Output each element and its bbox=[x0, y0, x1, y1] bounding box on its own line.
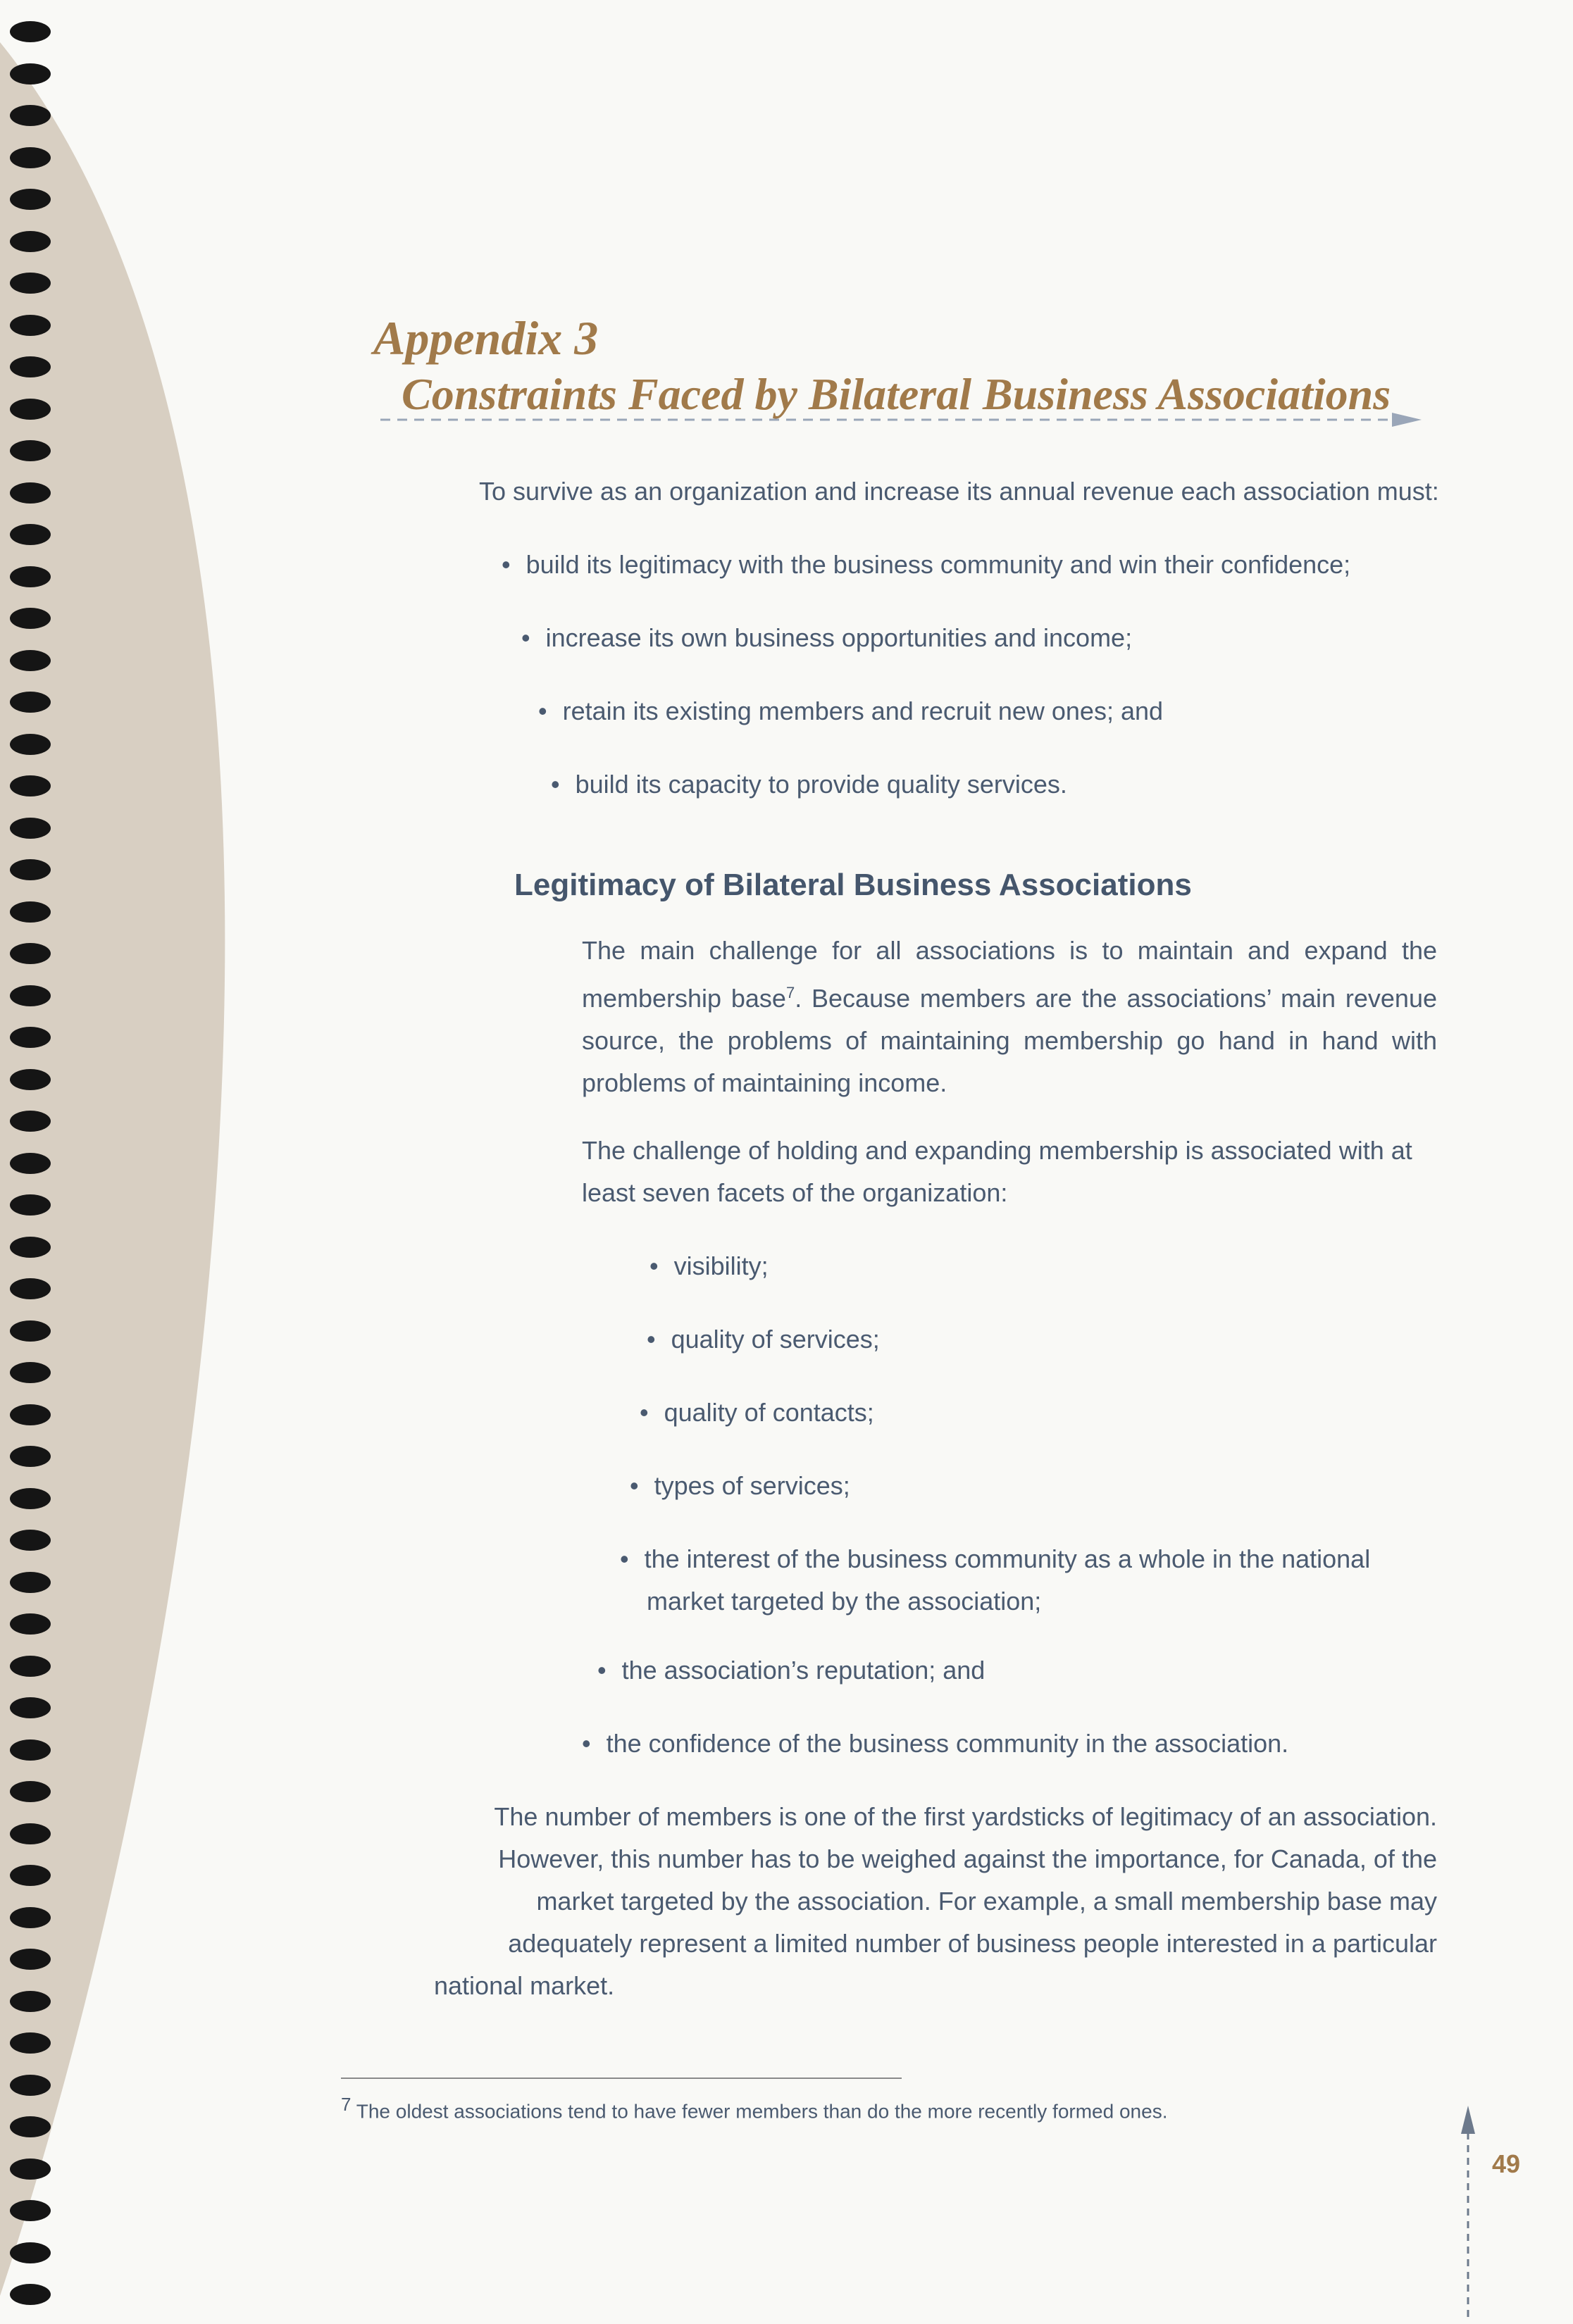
binding-hole bbox=[10, 1656, 51, 1677]
page-number: 49 bbox=[1492, 2149, 1521, 2178]
binding-hole bbox=[10, 231, 51, 252]
facet-item: • the association’s reputation; and bbox=[597, 1649, 985, 1692]
binding-hole bbox=[10, 1153, 51, 1174]
binding-hole bbox=[10, 273, 51, 294]
binding-hole bbox=[10, 1194, 51, 1216]
binding-hole bbox=[10, 985, 51, 1006]
footnote-divider bbox=[341, 2078, 902, 2079]
paragraph-line: national market. bbox=[434, 1971, 615, 2000]
binding-hole bbox=[10, 1530, 51, 1551]
title-dashed-arrow bbox=[380, 408, 1423, 430]
binding-hole bbox=[10, 1991, 51, 2012]
binding-hole bbox=[10, 1949, 51, 1970]
binding-hole bbox=[10, 1613, 51, 1635]
facet-item: • the interest of the business community as a whole in the national market targeted by the association; bbox=[620, 1538, 1450, 1623]
footnote-marker: 7 bbox=[341, 2094, 352, 2115]
intro-item: • build its capacity to provide quality services. bbox=[551, 763, 1067, 806]
binding-hole bbox=[10, 2242, 51, 2263]
binding-hole bbox=[10, 2284, 51, 2305]
binding-hole bbox=[10, 901, 51, 923]
binding-hole bbox=[10, 105, 51, 126]
binding-hole bbox=[10, 21, 51, 42]
footnote-text: The oldest associations tend to have fewer members than do the more recently formed ones. bbox=[356, 2100, 1168, 2123]
facet-item: • types of services; bbox=[630, 1465, 850, 1507]
binding-hole bbox=[10, 440, 51, 461]
facet-item: • quality of contacts; bbox=[640, 1392, 874, 1434]
binding-hole bbox=[10, 189, 51, 210]
paragraph-membership-challenge bbox=[582, 930, 1437, 1104]
binding-hole bbox=[10, 1404, 51, 1425]
section-heading: Legitimacy of Bilateral Business Associations bbox=[514, 868, 1192, 902]
binding-hole bbox=[10, 1865, 51, 1886]
intro-item: • build its legitimacy with the business community and win their confidence; bbox=[502, 544, 1350, 586]
binding-hole bbox=[10, 1278, 51, 1299]
binding-hole bbox=[10, 2032, 51, 2054]
intro-lead: To survive as an organization and increase its annual revenue each association must: bbox=[479, 477, 1439, 506]
paragraph-line: adequately represent a limited number of business people interested in a particular bbox=[508, 1929, 1437, 1958]
binding-hole bbox=[10, 1237, 51, 1258]
binding-hole bbox=[10, 2075, 51, 2096]
binding-hole bbox=[10, 1823, 51, 1844]
binding-hole bbox=[10, 524, 51, 545]
binding-hole bbox=[10, 482, 51, 504]
binding-hole bbox=[10, 356, 51, 377]
binding-hole bbox=[10, 1739, 51, 1761]
paragraph-text: . Because members are the associations’ main revenue source, the problems of maintaining membership go hand in hand with problems of maintaining income. bbox=[582, 984, 1437, 1097]
facet-item: • the confidence of the business community in the association. bbox=[582, 1723, 1288, 1765]
footnote-reference: 7 bbox=[785, 984, 795, 1001]
footnote bbox=[341, 2090, 1167, 2125]
binding-hole bbox=[10, 1111, 51, 1132]
binding-hole bbox=[10, 1488, 51, 1509]
appendix-title: Constraints Faced by Bilateral Business Associations bbox=[402, 369, 1391, 419]
binding-hole bbox=[10, 943, 51, 964]
paragraph-line: The number of members is one of the first yardsticks of legitimacy of an association. bbox=[494, 1802, 1437, 1831]
binding-hole bbox=[10, 608, 51, 629]
facet-item: • visibility; bbox=[649, 1245, 769, 1287]
binding-hole bbox=[10, 2116, 51, 2137]
paragraph-line: However, this number has to be weighed against the importance, for Canada, of the bbox=[498, 1844, 1437, 1873]
binding-hole bbox=[10, 2200, 51, 2221]
binding-hole bbox=[10, 1572, 51, 1593]
binding-hole bbox=[10, 63, 51, 85]
binding-hole bbox=[10, 1781, 51, 1802]
paragraph-text: The main challenge for all associations is to maintain and expand the membership base bbox=[582, 936, 1437, 1013]
binding-hole bbox=[10, 147, 51, 168]
spiral-binding bbox=[10, 21, 52, 2310]
binding-hole bbox=[10, 734, 51, 755]
binding-hole bbox=[10, 1362, 51, 1383]
binding-hole bbox=[10, 566, 51, 587]
binding-hole bbox=[10, 1446, 51, 1467]
binding-hole bbox=[10, 650, 51, 671]
binding-hole bbox=[10, 859, 51, 880]
facet-item: • quality of services; bbox=[647, 1318, 880, 1361]
binding-hole bbox=[10, 775, 51, 796]
intro-item: • retain its existing members and recruit new ones; and bbox=[538, 690, 1163, 732]
binding-hole bbox=[10, 1069, 51, 1090]
binding-hole bbox=[10, 818, 51, 839]
binding-hole bbox=[10, 399, 51, 420]
binding-hole bbox=[10, 1027, 51, 1048]
binding-hole bbox=[10, 315, 51, 336]
intro-item: • increase its own business opportunities and income; bbox=[521, 617, 1132, 659]
binding-hole bbox=[10, 692, 51, 713]
paragraph-line: market targeted by the association. For example, a small membership base may bbox=[536, 1887, 1437, 1916]
page-up-arrow-icon bbox=[1460, 2106, 1476, 2317]
appendix-label: Appendix 3 bbox=[373, 311, 599, 365]
binding-hole bbox=[10, 1907, 51, 1928]
binding-hole bbox=[10, 1320, 51, 1342]
appendix-header bbox=[373, 310, 1430, 423]
binding-hole bbox=[10, 1697, 51, 1718]
paragraph-seven-facets: The challenge of holding and expanding membership is associated with at least seven facets of the organization: bbox=[582, 1136, 1412, 1207]
binding-hole bbox=[10, 2159, 51, 2180]
